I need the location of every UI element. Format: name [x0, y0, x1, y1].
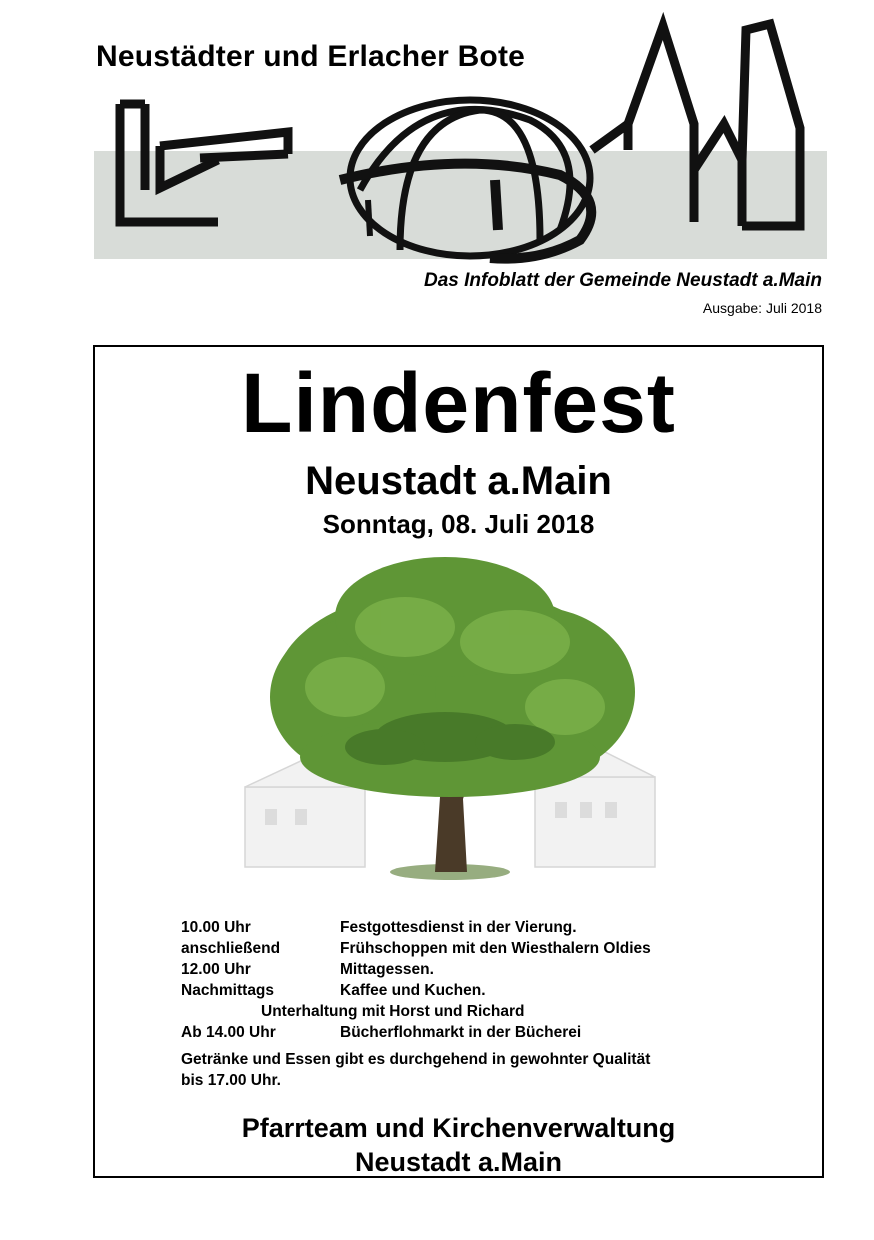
masthead-header	[0, 0, 874, 330]
schedule-note-line: Getränke und Essen gibt es durchgehend in gewohnter Qualität	[181, 1051, 651, 1068]
schedule-time: Ab 14.00 Uhr	[181, 1024, 276, 1041]
schedule-row	[181, 1003, 781, 1024]
organizer-line: Pfarrteam und Kirchenverwaltung	[241, 1113, 676, 1143]
schedule-event: Kaffee und Kuchen.	[340, 982, 486, 999]
schedule-time: Nachmittags	[181, 982, 275, 999]
issue-date: Ausgabe: Juli 2018	[702, 300, 822, 316]
schedule-row	[181, 961, 781, 982]
event-place: Neustadt a.Main	[305, 459, 612, 503]
schedule-event: Festgottesdienst in der Vierung.	[340, 919, 577, 936]
organizer-place: Neustadt a.Main	[354, 1147, 563, 1177]
event-title: Lindenfest	[241, 356, 676, 450]
masthead-subtitle: Das Infoblatt der Gemeinde Neustadt a.Main	[423, 270, 822, 291]
schedule-row	[181, 1024, 781, 1045]
schedule-time: 10.00 Uhr	[181, 919, 251, 936]
schedule-event: Mittagessen.	[340, 961, 434, 978]
event-date: Sonntag, 08. Juli 2018	[322, 509, 595, 539]
masthead-title: Neustädter und Erlacher Bote	[96, 40, 526, 73]
schedule-note-line: bis 17.00 Uhr.	[181, 1072, 281, 1089]
schedule-event: Bücherflohmarkt in der Bücherei	[340, 1024, 582, 1041]
schedule-row	[181, 982, 781, 1003]
schedule-time: 12.00 Uhr	[181, 961, 251, 978]
schedule-event: Frühschoppen mit den Wiesthalern Oldies	[340, 940, 651, 957]
event-schedule	[181, 919, 781, 1091]
linden-tree-image	[235, 547, 675, 897]
event-poster-frame	[93, 345, 824, 1178]
schedule-row	[181, 919, 781, 940]
schedule-event: Unterhaltung mit Horst und Richard	[261, 1003, 525, 1020]
schedule-row	[181, 940, 781, 961]
schedule-note	[181, 1049, 781, 1091]
schedule-time: anschließend	[181, 940, 281, 957]
